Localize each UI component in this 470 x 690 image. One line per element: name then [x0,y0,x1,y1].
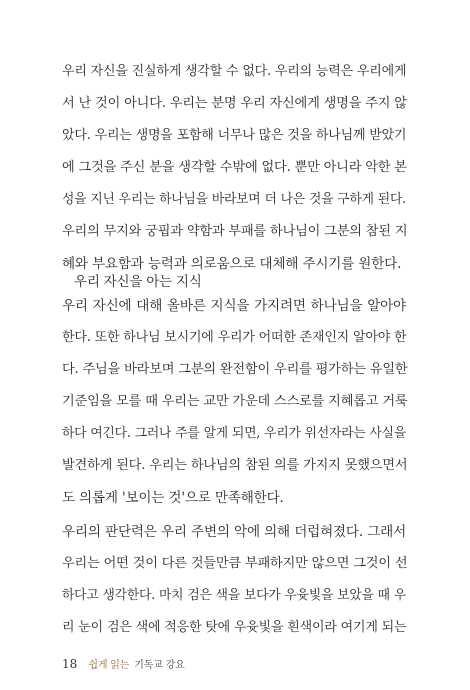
text-line: 리 눈이 검은 색에 적응한 탓에 우윳빛을 흰색이라 여기게 되는 [62,620,407,635]
text-line: 았다. 우리는 생명을 포함해 너무나 많은 것을 하나님께 받았기 [62,128,407,143]
text-line: 우리 자신에 대해 올바른 지식을 가지려면 하나님을 알아야 [62,298,406,314]
page-number: 18 [62,657,78,671]
text-line: 다. 주님을 바라보며 그분의 완전함이 우리를 평가하는 유일한 [62,362,408,377]
text-line: 우리의 판단력은 우리 주변의 악에 의해 더럽혀졌다. 그래서 [62,524,406,540]
text-line: 성을 지닌 우리는 하나님을 바라보며 더 나은 것을 구하게 된다. [62,192,406,207]
page-footer [62,655,185,671]
section-heading: 우리 자신을 아는 지식 [74,274,202,290]
text-line: 하다 여긴다. 그러나 주를 알게 되면, 우리가 위선자라는 사실을 [62,426,406,441]
text-line: 발견하게 된다. 우리는 하나님의 참된 의를 가지지 못했으면서 [62,458,408,473]
book-title-accent: 쉽게 읽는 [88,660,130,671]
text-line: 에 그것을 주신 분을 생각할 수밖에 없다. 뿐만 아니라 악한 본 [62,160,407,175]
text-line: 우리 자신을 진실하게 생각할 수 없다. 우리의 능력은 우리에게 [62,64,407,79]
text-line: 서 난 것이 아니다. 우리는 분명 우리 자신에게 생명을 주지 않 [62,96,407,111]
text-line: 혜와 부요함과 능력과 의로움으로 대체해 주시기를 원한다. [62,256,402,272]
book-title-rest: 기독교 강요 [134,660,185,671]
text-line: 도 의롭게 '보이는 것'으로 만족해한다. [62,490,284,506]
text-line: 하다고 생각한다. 마치 검은 색을 보다가 우윳빛을 보았을 때 우 [62,588,406,603]
text-line: 우리의 무지와 궁핍과 약함과 부패를 하나님이 그분의 참된 지 [62,224,408,239]
text-line: 기준임을 모를 때 우리는 교만 가운데 스스로를 지혜롭고 거룩 [62,394,408,409]
text-line: 우리는 어떤 것이 다른 것들만큼 부패하지만 않으면 그것이 선 [62,556,408,571]
text-line: 한다. 또한 하나님 보시기에 우리가 어떠한 존재인지 알아야 한 [62,330,407,345]
